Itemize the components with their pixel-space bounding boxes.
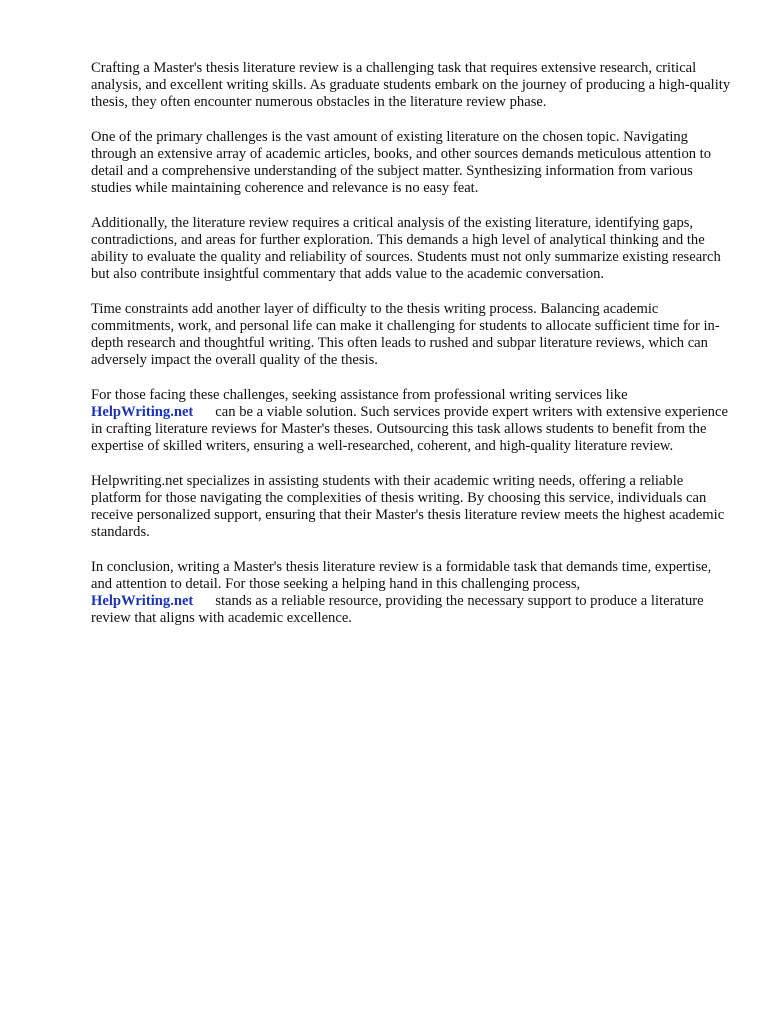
paragraph-7 xyxy=(91,559,731,627)
paragraph-1: Crafting a Master's thesis literature review is a challenging task that requires extensive research, critical analysis, and excellent writing skills. As graduate students embark on the journey of producing a high-quality thesis, they often encounter numerous obstacles in the literature review phase. xyxy=(91,60,731,110)
paragraph-3: Additionally, the literature review requires a critical analysis of the existing literature, identifying gaps, contradictions, and areas for further exploration. This demands a high level of analytical thinking and the ability to evaluate the quality and reliability of sources. Students must not only summarize existing research but also contribute insightful commentary that adds value to the academic conversation. xyxy=(91,215,721,282)
paragraph-7-text-after: stands as a reliable resource, providing the necessary support to produce a literature review that aligns with academic excellence. xyxy=(91,593,704,626)
paragraph-7-text-before: In conclusion, writing a Master's thesis literature review is a formidable task that demands time, expertise, and attention to detail. For those seeking a helping hand in this challenging process, xyxy=(91,559,712,592)
paragraph-5 xyxy=(91,387,731,455)
helpwriting-link[interactable]: HelpWriting.net xyxy=(91,404,194,420)
paragraph-2: One of the primary challenges is the vast amount of existing literature on the chosen topic. Navigating through an extensive array of academic articles, books, and other sources demands meticulous attention to detail and a comprehensive understanding of the subject matter. Synthesizing information from various studies while maintaining coherence and relevance is no easy feat. xyxy=(91,129,712,196)
paragraph-5-text-before: For those facing these challenges, seeking assistance from professional writing services like xyxy=(91,387,628,403)
helpwriting-link[interactable]: HelpWriting.net xyxy=(91,593,194,609)
paragraph-4: Time constraints add another layer of difficulty to the thesis writing process. Balancing academic commitments, work, and personal life can make it challenging for students to allocate sufficient time for in-depth research and thoughtful writing. This often leads to rushed and subpar literature reviews, which can adversely impact the overall quality of the thesis. xyxy=(91,301,720,368)
paragraph-5-text-after: can be a viable solution. Such services provide expert writers with extensive experience in crafting literature reviews for Master's theses. Outsourcing this task allows students to benefit from the expertise of skilled writers, ensuring a well-researched, coherent, and high-quality literature review. xyxy=(91,404,728,454)
paragraph-6: Helpwriting.net specializes in assisting students with their academic writing needs, offering a reliable platform for those navigating the complexities of thesis writing. By choosing this service, individuals can receive personalized support, ensuring that their Master's thesis literature review meets the highest academic standards. xyxy=(91,473,725,540)
document-body xyxy=(91,60,731,645)
